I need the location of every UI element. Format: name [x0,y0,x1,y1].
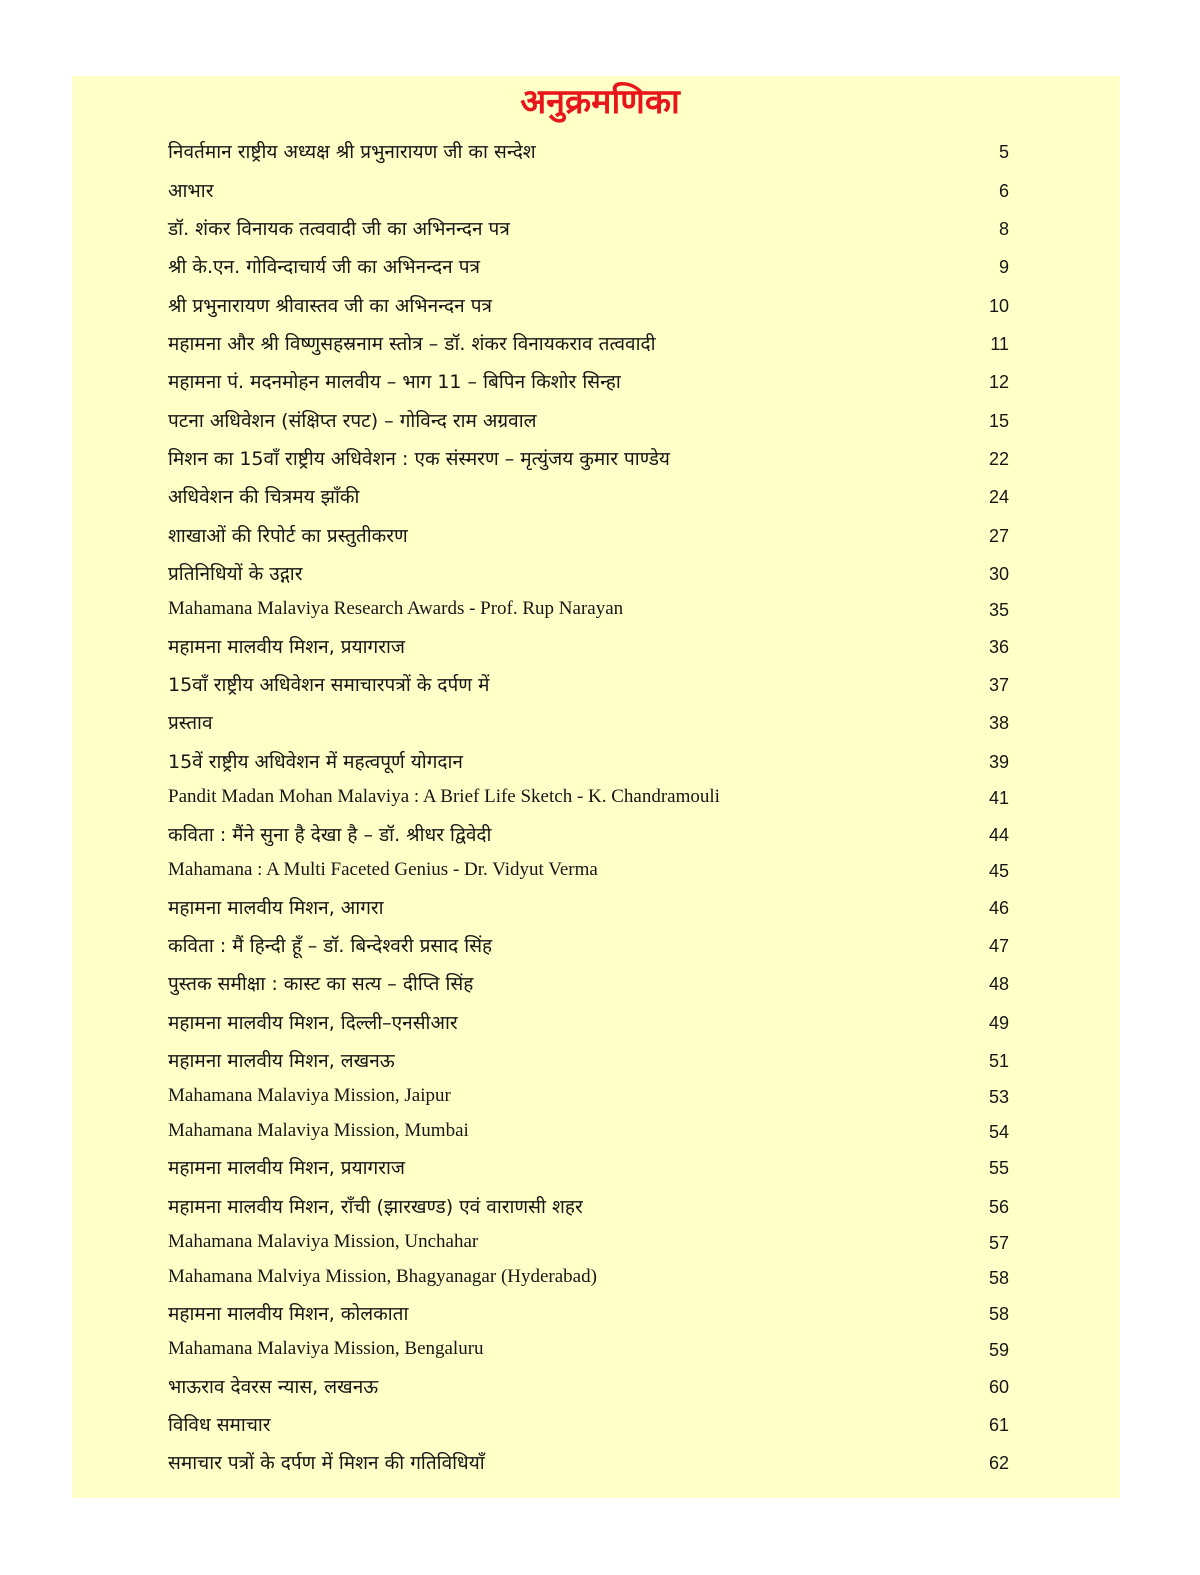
toc-entry-title: महामना मालवीय मिशन, राँची (झारखण्ड) एवं वाराणसी शहर [168,1195,583,1218]
table-of-contents [168,132,1028,1482]
toc-entry-title: Mahamana Malaviya Mission, Mumbai [168,1119,469,1141]
toc-entry[interactable] [168,815,1028,853]
toc-entry-title: प्रस्ताव [168,712,213,735]
toc-entry[interactable] [168,742,1028,780]
toc-entry-page-number: 58 [988,1303,1009,1324]
toc-entry[interactable] [168,554,1028,592]
toc-entry-title: Mahamana Malviya Mission, Bhagyanagar (Hyderabad) [168,1265,597,1287]
toc-entry-title: महामना और श्री विष्णुसहस्रनाम स्तोत्र – डॉ. शंकर विनायकराव तत्ववादी [168,332,656,355]
toc-entry-title: Mahamana Malaviya Research Awards - Prof. Rup Narayan [168,598,624,620]
toc-entry[interactable] [168,780,1028,815]
toc-entry-page-number: 9 [998,256,1009,277]
toc-entry[interactable] [168,665,1028,703]
toc-entry-title: आभार [168,179,214,202]
toc-entry-page-number: 24 [988,487,1009,508]
toc-entry-title: भाऊराव देवरस न्यास, लखनऊ [168,1375,379,1398]
toc-entry[interactable] [168,1332,1028,1367]
toc-entry[interactable] [168,703,1028,741]
toc-entry-title: कविता : मैंने सुना है देखा है – डॉ. श्रीधर द्विवेदी [168,823,492,846]
toc-entry[interactable] [168,1186,1028,1224]
toc-entry[interactable] [168,247,1028,285]
toc-entry-page-number: 51 [988,1050,1009,1071]
toc-entry[interactable] [168,209,1028,247]
toc-entry-title: श्री के.एन. गोविन्दाचार्य जी का अभिनन्दन पत्र [168,256,480,279]
toc-entry-title: Mahamana Malaviya Mission, Unchahar [168,1231,479,1252]
toc-entry[interactable] [168,1148,1028,1186]
toc-entry-title: महामना मालवीय मिशन, कोलकाता [168,1302,409,1325]
toc-entry-title: 15वाँ राष्ट्रीय अधिवेशन समाचारपत्रों के दर्पण में [168,674,490,697]
toc-entry[interactable] [168,1041,1028,1079]
toc-entry-page-number: 46 [988,897,1009,918]
toc-entry-page-number: 53 [988,1087,1009,1108]
toc-entry-title: महामना पं. मदनमोहन मालवीय – भाग 11 – बिपिन किशोर सिन्हा [168,371,621,394]
toc-entry-title: विविध समाचार [168,1414,271,1437]
toc-entry-page-number: 59 [988,1340,1009,1361]
toc-entry-title: महामना मालवीय मिशन, प्रयागराज [168,1157,406,1180]
toc-entry-page-number: 55 [988,1157,1009,1178]
toc-entry[interactable] [168,285,1028,323]
toc-entry-page-number: 15 [988,410,1009,431]
toc-entry[interactable] [168,1002,1028,1040]
toc-entry-page-number: 8 [998,218,1009,239]
toc-entry-title: निवर्तमान राष्ट्रीय अध्यक्ष श्री प्रभुनारायण जी का सन्देश [168,141,536,164]
toc-entry[interactable] [168,400,1028,438]
toc-entry[interactable] [168,1367,1028,1405]
toc-entry-page-number: 48 [988,973,1009,994]
toc-entry-page-number: 58 [988,1267,1009,1288]
toc-entry-page-number: 45 [988,860,1009,881]
toc-entry-page-number: 49 [988,1012,1009,1033]
toc-entry-page-number: 27 [988,525,1009,546]
toc-entry-title: Mahamana Malaviya Mission, Jaipur [168,1085,451,1107]
toc-entry[interactable] [168,1405,1028,1443]
toc-entry-page-number: 12 [988,371,1009,392]
toc-entry-title: शाखाओं की रिपोर्ट का प्रस्तुतीकरण [168,524,408,547]
toc-entry-page-number: 41 [988,788,1009,809]
toc-entry-page-number: 30 [988,563,1009,584]
toc-entry-page-number: 37 [988,674,1009,695]
toc-entry-page-number: 38 [988,713,1009,734]
toc-entry[interactable] [168,926,1028,964]
toc-entry[interactable] [168,627,1028,665]
toc-entry[interactable] [168,324,1028,362]
toc-entry-title: प्रतिनिधियों के उद्गार [168,562,303,585]
toc-entry[interactable] [168,1114,1028,1149]
toc-entry-page-number: 22 [988,448,1009,469]
toc-entry-title: Pandit Madan Mohan Malaviya : A Brief Life Sketch - K. Chandramouli [168,786,720,808]
toc-entry[interactable] [168,853,1028,888]
toc-entry-page-number: 10 [988,295,1009,316]
toc-entry-title: महामना मालवीय मिशन, प्रयागराज [168,635,406,658]
toc-entry-title: Mahamana Malaviya Mission, Bengaluru [168,1338,484,1360]
toc-entry[interactable] [168,592,1028,627]
page-title: अनुक्रमणिका [520,82,680,122]
toc-entry-title: मिशन का 15वाँ राष्ट्रीय अधिवेशन : एक संस्मरण – मृत्युंजय कुमार पाण्डेय [168,447,670,470]
toc-entry-page-number: 39 [988,751,1009,772]
toc-entry-title: महामना मालवीय मिशन, दिल्ली–एनसीआर [168,1011,458,1034]
toc-entry-title: अधिवेशन की चित्रमय झाँकी [168,486,360,509]
toc-entry[interactable] [168,1259,1028,1294]
toc-entry[interactable] [168,477,1028,515]
toc-entry[interactable] [168,1225,1028,1260]
toc-entry[interactable] [168,964,1028,1002]
toc-entry-title: महामना मालवीय मिशन, लखनऊ [168,1049,395,1072]
toc-entry-page-number: 54 [988,1121,1009,1142]
toc-entry-page-number: 60 [988,1376,1009,1397]
toc-entry-page-number: 47 [988,935,1009,956]
toc-entry-title: समाचार पत्रों के दर्पण में मिशन की गतिविधियाँ [168,1452,485,1475]
toc-entry-title: पुस्तक समीक्षा : कास्ट का सत्य – दीप्ति सिंह [168,973,474,996]
toc-entry[interactable] [168,439,1028,477]
toc-entry-title: श्री प्रभुनारायण श्रीवास्तव जी का अभिनन्दन पत्र [168,294,492,317]
toc-entry-page-number: 44 [988,824,1009,845]
toc-entry-page-number: 61 [988,1414,1009,1435]
toc-entry-page-number: 56 [988,1196,1009,1217]
toc-entry-page-number: 36 [988,636,1009,657]
toc-entry[interactable] [168,132,1028,170]
toc-entry[interactable] [168,1294,1028,1332]
toc-entry-page-number: 11 [990,333,1009,354]
toc-entry-page-number: 57 [988,1232,1009,1253]
toc-entry-page-number: 5 [998,141,1009,162]
toc-entry-title: कविता : मैं हिन्दी हूँ – डॉ. बिन्देश्वरी प्रसाद सिंह [168,934,493,957]
toc-entry[interactable] [168,362,1028,400]
toc-entry-page-number: 35 [988,600,1009,621]
toc-entry-page-number: 6 [998,180,1009,201]
toc-entry-page-number: 62 [988,1453,1009,1474]
toc-entry[interactable] [168,1443,1028,1481]
toc-entry-title: 15वें राष्ट्रीय अधिवेशन में महत्वपूर्ण योगदान [168,750,463,773]
toc-entry-title: Mahamana : A Multi Faceted Genius - Dr. Vidyut Verma [168,859,598,881]
toc-entry-title: डॉ. शंकर विनायक तत्ववादी जी का अभिनन्दन पत्र [168,217,510,240]
toc-entry-title: महामना मालवीय मिशन, आगरा [168,896,384,919]
toc-entry[interactable] [168,515,1028,553]
toc-entry[interactable] [168,887,1028,925]
toc-entry-title: पटना अधिवेशन (संक्षिप्त रपट) – गोविन्द राम अग्रवाल [168,409,537,432]
toc-entry[interactable] [168,1079,1028,1114]
toc-entry[interactable] [168,170,1028,208]
